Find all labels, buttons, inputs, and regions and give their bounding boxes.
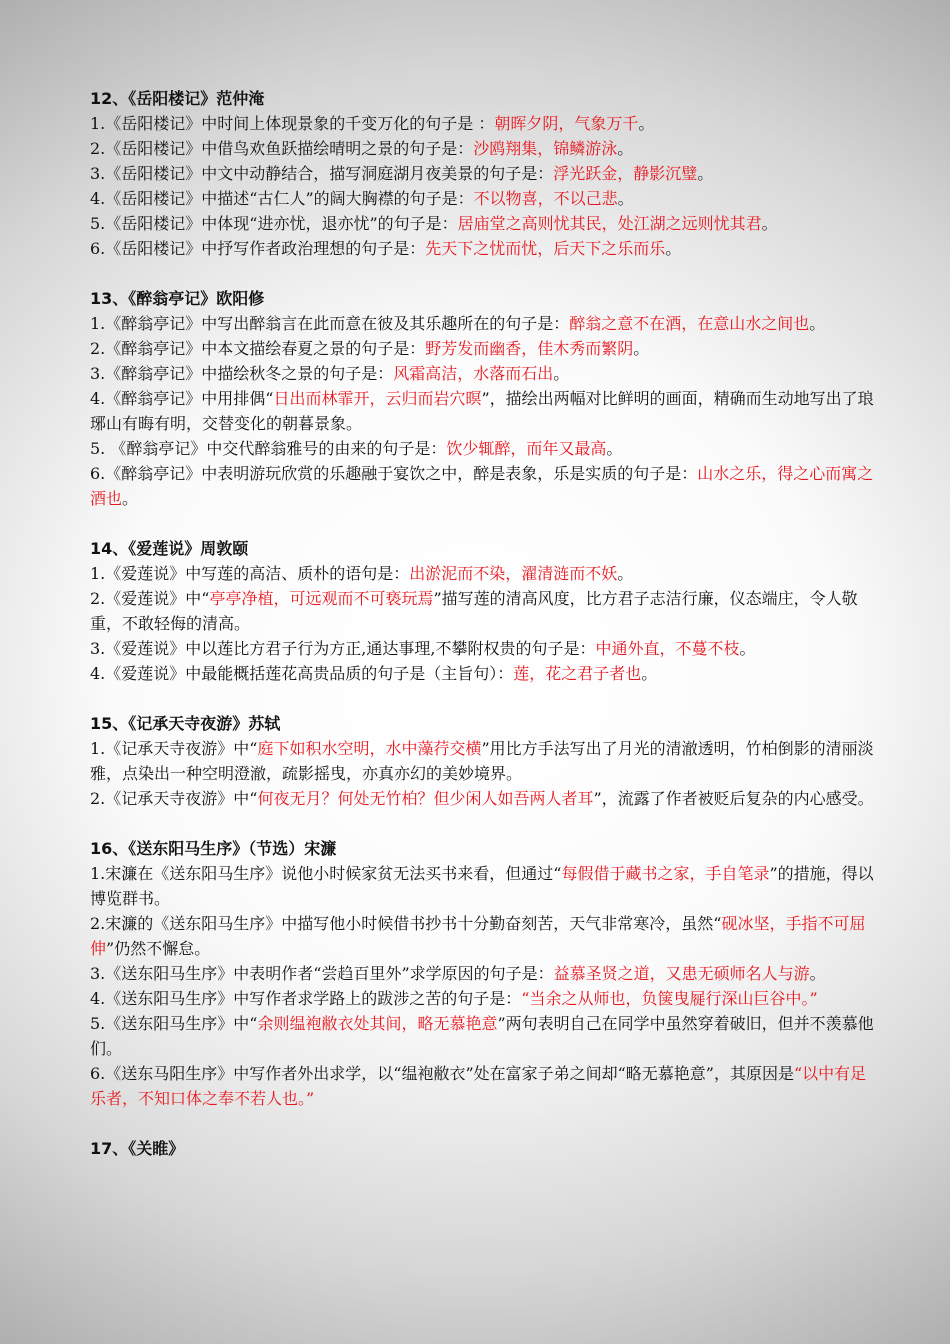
question-text-end: 。 [553,364,570,383]
section-jichengtiansiyeyou [90,711,880,811]
section-title: 17、《关睢》 [90,1139,185,1158]
question-item [90,436,880,461]
document-page [90,86,880,1186]
question-text: 6.《醉翁亭记》中表明游玩欣赏的乐趣融于宴饮之中，醉是表象，乐是实质的句子是： [90,464,698,483]
answer-text: 野芳发而幽香，佳木秀而繁阴 [425,339,634,358]
question-text-end: ”两句表明自己在同学中虽然穿着破旧，但并不羡慕他们。 [90,1014,874,1058]
answer-text: 益慕圣贤之道，又患无硕师名人与游 [553,964,810,983]
question-text: 3.《送东阳马生序》中表明作者“尝趋百里外”求学原因的句子是： [90,964,554,983]
question-item [90,736,880,786]
question-item [90,186,880,211]
question-text: 6.《送东马阳生序》中写作者外出求学，以“缊袍敝衣”处在富家子弟之间却“略无慕艳意”，其原因是 [90,1064,794,1083]
question-text-end: 。 [617,564,634,583]
question-text: 6.《岳阳楼记》中抒写作者政治理想的句子是： [90,239,426,258]
question-item [90,561,880,586]
question-text-end: 。 [697,164,714,183]
question-text-end: 。 [617,189,634,208]
question-text-end: ”，描绘出两幅对比鲜明的画面，精确而生动地写出了琅琊山有晦有明，交替变化的朝暮景象。 [90,389,874,433]
question-text-end: 。 [638,114,655,133]
section-title: 15、《记承天寺夜游》苏轼 [90,714,281,733]
answer-text: 不以物喜，不以己悲 [473,189,618,208]
question-item [90,211,880,236]
question-text-end: 。 [809,964,826,983]
question-text-end: 。 [617,139,634,158]
question-item [90,136,880,161]
answer-text: 风霜高洁，水落而石出 [393,364,554,383]
question-text-end: ”仍然不懈怠。 [106,939,211,958]
question-text: 1.《岳阳楼记》中时间上体现景象的千变万化的句子是 ： [90,114,495,133]
answer-text: 亭亭净植，可远观而不可亵玩焉 [209,589,434,608]
section-title: 14、《爱莲说》周敦颐 [90,539,249,558]
question-text-end: ”，流露了作者被贬后复杂的内心感受。 [593,789,874,808]
question-item [90,236,880,261]
question-text: 5.《岳阳楼记》中体现“进亦忧，退亦忧”的句子是： [90,214,458,233]
answer-text: 山水之乐，得之心而寓之酒也 [90,464,874,508]
question-text-end: 。 [739,639,756,658]
question-item [90,461,880,511]
question-item [90,636,880,661]
answer-text: 居庙堂之高则忧其民，处江湖之远则忧其君 [457,214,762,233]
question-text: 5.《送东阳马生序》中“ [90,1014,258,1033]
question-item [90,386,880,436]
question-item [90,961,880,986]
question-text-end: 。 [606,439,623,458]
question-text-end: 。 [122,489,139,508]
question-text: 1.《记承天寺夜游》中“ [90,739,258,758]
question-item [90,311,880,336]
question-item [90,911,880,961]
question-item [90,661,880,686]
answer-text: 余则缊袍敝衣处其间，略无慕艳意 [257,1014,498,1033]
answer-text: 砚冰坚，手指不可屈伸 [90,914,866,958]
answer-text: 莲，花之君子者也 [513,664,642,683]
question-text: 2.《记承天寺夜游》中“ [90,789,258,808]
question-text: 1.《爱莲说》中写莲的高洁、质朴的语句是： [90,564,410,583]
question-item [90,986,880,1011]
answer-text: “以中有足乐者，不知口体之奉不若人也。” [90,1064,867,1108]
question-text: 4.《岳阳楼记》中描述“古仁人”的阔大胸襟的句子是： [90,189,474,208]
answer-text: 日出而林霏开，云归而岩穴暝 [273,389,482,408]
question-text: 4.《送东阳马生序》中写作者求学路上的跋涉之苦的句子是： [90,989,522,1008]
question-text-end: 。 [761,214,778,233]
question-item [90,336,880,361]
answer-text: 沙鸥翔集，锦鳞游泳 [473,139,618,158]
question-text-end: ”用比方手法写出了月光的清澈透明，竹柏倒影的清丽淡雅，点染出一种空明澄澈，疏影摇曳，亦真亦幻的美妙境界。 [90,739,874,783]
answer-text: 醉翁之意不在酒，在意山水之间也 [569,314,810,333]
section-zuiwengtingji [90,286,880,511]
question-text-end: 。 [633,339,650,358]
answer-text: 浮光跃金，静影沉璧 [553,164,698,183]
question-text: 1.《醉翁亭记》中写出醉翁言在此而意在彼及其乐趣所在的句子是： [90,314,570,333]
answer-text: 何夜无月？何处无竹柏？但少闲人如吾两人者耳 [257,789,594,808]
question-text: 5. 《醉翁亭记》中交代醉翁雅号的由来的句子是： [90,439,447,458]
question-item [90,1061,880,1111]
answer-text: 出淤泥而不染，濯清涟而不妖 [409,564,618,583]
question-text: 2.宋濂的《送东阳马生序》中描写他小时候借书抄书十分勤奋刻苦，天气非常寒冷，虽然“ [90,914,722,933]
section-guanju [90,1136,880,1161]
question-item [90,111,880,136]
question-text: 1.宋濂在《送东阳马生序》说他小时候家贫无法买书来看，但通过“ [90,864,562,883]
answer-text: 先天下之忧而忧，后天下之乐而乐 [425,239,666,258]
answer-text: 每假借于藏书之家，手自笔录 [561,864,770,883]
question-text-end: ”描写莲的清高风度，比方君子志洁行廉，仪态端庄，令人敬重，不敢轻侮的清高。 [90,589,858,633]
question-item [90,161,880,186]
question-item [90,1011,880,1061]
section-songdongyangmashengxu [90,836,880,1111]
question-item [90,786,880,811]
question-text: 2.《醉翁亭记》中本文描绘春夏之景的句子是： [90,339,426,358]
question-item [90,861,880,911]
question-text: 4.《爱莲说》中最能概括莲花高贵品质的句子是（主旨句）： [90,664,514,683]
section-ailianshuo [90,536,880,686]
question-text-end: 。 [641,664,658,683]
section-title: 13、《醉翁亭记》欧阳修 [90,289,265,308]
section-title: 12、《岳阳楼记》范仲淹 [90,89,265,108]
question-text: 2.《爱莲说》中“ [90,589,210,608]
question-item [90,586,880,636]
question-text: 4.《醉翁亭记》中用排偶“ [90,389,274,408]
question-text: 2.《岳阳楼记》中借鸟欢鱼跃描绘晴明之景的句子是： [90,139,474,158]
question-item [90,361,880,386]
question-text: 3.《爱莲说》中以莲比方君子行为方正,通达事理,不攀附权贵的句子是： [90,639,596,658]
answer-text: 朝晖夕阴，气象万千 [494,114,639,133]
question-text: 3.《岳阳楼记》中文中动静结合，描写洞庭湖月夜美景的句子是： [90,164,554,183]
answer-text: “当余之从师也，负箧曳屣行深山巨谷中。” [521,989,818,1008]
answer-text: 中通外直，不蔓不枝 [595,639,740,658]
answer-text: 饮少辄醉，而年又最高 [446,439,607,458]
question-text: 3.《醉翁亭记》中描绘秋冬之景的句子是： [90,364,394,383]
question-text-end: ”的措施，得以博览群书。 [90,864,874,908]
section-yueyanglouji [90,86,880,261]
question-text-end: 。 [809,314,826,333]
answer-text: 庭下如积水空明，水中藻荇交横 [257,739,482,758]
question-text-end: 。 [665,239,682,258]
section-title: 16、《送东阳马生序》（节选）宋濂 [90,839,337,858]
